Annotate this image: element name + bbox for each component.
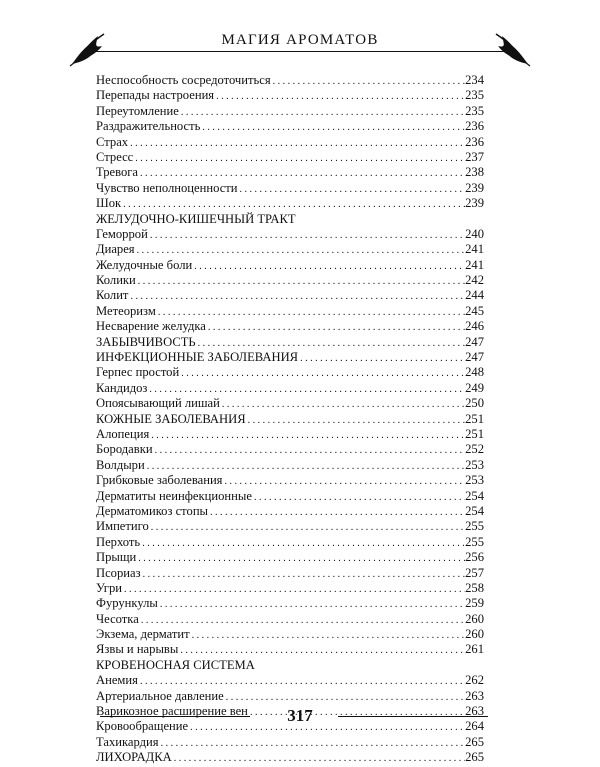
toc-entry [96,227,484,242]
dot-leader [194,258,465,274]
toc-entry-label: Тахикардия [96,734,159,749]
toc-entry-label: Переутомление [96,103,179,118]
dot-leader [135,150,465,166]
toc-entry-label: Диарея [96,242,135,257]
dot-leader [254,489,465,505]
toc-entry-page: 235 [465,88,484,103]
toc-entry [96,581,484,596]
toc-entry-label: Чувство неполноценности [96,180,238,195]
toc-entry-page: 241 [465,242,484,257]
dot-leader [158,304,465,320]
toc-entry-page: 241 [465,257,484,272]
toc-entry-label: Анемия [96,673,138,688]
dot-leader [123,196,465,212]
toc-entry [96,319,484,334]
footer-rule-right [338,716,488,717]
dot-leader [160,596,465,612]
toc-entry [96,335,484,350]
toc-entry [96,627,484,642]
toc-entry-label: Волдыри [96,457,145,472]
toc-entry-page: 239 [465,180,484,195]
toc-entry-page: 250 [465,396,484,411]
toc-entry [96,273,484,288]
toc-entry [96,73,484,88]
toc-entry-page: 253 [465,457,484,472]
toc-entry [96,504,484,519]
toc-entry-label: Чесотка [96,611,139,626]
dot-leader [208,319,465,335]
dot-leader [273,73,465,89]
toc-entry-label: Алопеция [96,426,150,441]
toc-entry-page: 235 [465,103,484,118]
toc-entry-page: 260 [465,611,484,626]
toc-entry-label: Желудочные боли [96,257,193,272]
toc-entry-page: 256 [465,550,484,565]
dot-leader [130,135,465,151]
toc-entry-page: 251 [465,426,484,441]
toc-entry [96,596,484,611]
toc-entry [96,442,484,457]
toc-entry-page: 234 [465,73,484,87]
toc-entry-page: 263 [465,688,484,703]
toc-entry-label: ИНФЕКЦИОННЫЕ ЗАБОЛЕВАНИЯ [96,350,299,365]
dot-leader [202,119,465,135]
toc-entry-label: Фурункулы [96,596,158,611]
toc-entry-label: Раздражительность [96,119,201,134]
dot-leader [147,458,465,474]
toc-entry-label: КОЖНЫЕ ЗАБОЛЕВАНИЯ [96,411,246,426]
toc-entry [96,519,484,534]
toc-entry-page: 261 [465,642,484,657]
toc-entry-label: Прыщи [96,550,137,565]
toc-entry [96,673,484,688]
dot-leader [240,181,466,197]
toc-entry-page: 252 [465,442,484,457]
toc-entry-label: Стресс [96,149,134,164]
toc-entry-label: ЛИХОРАДКА [96,750,172,765]
toc-entry-label: Язвы и нарывы [96,642,179,657]
toc-entry-page: 251 [465,411,484,426]
toc-entry-label: Угри [96,580,123,595]
dot-leader [143,566,466,582]
toc-entry [96,165,484,180]
toc-entry [96,88,484,103]
toc-entry-page: 248 [465,365,484,380]
toc-entry [96,412,484,427]
toc-entry-page: 236 [465,134,484,149]
toc-entry [96,181,484,196]
dot-leader [181,104,465,120]
running-title: МАГИЯ АРОМАТОВ [221,32,379,48]
toc-entry [96,150,484,165]
toc-entry-label: Псориаз [96,565,141,580]
toc-entry-label: Кандидоз [96,380,148,395]
toc-entry-page: 254 [465,488,484,503]
dot-leader [141,612,465,628]
toc-entry [96,135,484,150]
dot-leader [137,242,466,258]
toc-entry [96,196,484,211]
toc-entry-page: 247 [465,334,484,349]
dot-leader [192,627,466,643]
toc-entry-label: Герпес простой [96,365,180,380]
dot-leader [210,504,465,520]
dot-leader [138,550,465,566]
toc-entry-label: Артериальное давление [96,688,224,703]
toc-entry-label: Шок [96,196,122,211]
toc-entry-page: 244 [465,288,484,303]
toc-entry-label: Грибковые заболевания [96,473,223,488]
toc-entry-page: 238 [465,165,484,180]
toc-entry [96,473,484,488]
toc-entry-label: Колики [96,273,136,288]
toc-entry-label: Импетиго [96,519,149,534]
dot-leader [155,442,466,458]
toc-entry-label: Колит [96,288,129,303]
toc-entry [96,119,484,134]
toc-entry-page: 246 [465,319,484,334]
toc-entry [96,489,484,504]
toc-entry-label: Перхоть [96,534,141,549]
toc-entry [96,689,484,704]
toc-entry-page: 263 [465,704,484,719]
dot-leader [226,689,465,705]
toc-entry-page: 239 [465,196,484,211]
toc-entry [96,735,484,750]
toc-entry [96,658,484,673]
dot-leader [198,335,465,351]
dot-leader [150,227,465,243]
dot-leader [140,165,465,181]
dot-leader [138,273,465,289]
toc-entry-page: 265 [465,734,484,749]
toc-entry-page: 236 [465,119,484,134]
toc-entry [96,642,484,657]
toc-entry-label: Геморрой [96,226,148,241]
dot-leader [300,350,465,366]
toc-entry [96,288,484,303]
toc-entry-label: Бородавки [96,442,153,457]
toc-entry [96,535,484,550]
dot-leader [174,750,465,766]
toc-entry [96,258,484,273]
toc-entry [96,365,484,380]
toc-entry-page: 257 [465,565,484,580]
toc-entry-label: ЗАБЫВЧИВОСТЬ [96,334,196,349]
table-of-contents [96,73,484,766]
dot-leader [248,412,465,428]
toc-entry-page: 240 [465,226,484,241]
toc-entry-label: Варикозное расширение вен [96,704,248,719]
toc-entry-page: 260 [465,627,484,642]
toc-entry-label: Несварение желудка [96,319,206,334]
toc-entry-page: 262 [465,673,484,688]
toc-entry-page: 255 [465,519,484,534]
toc-entry [96,750,484,765]
toc-entry-page: 255 [465,534,484,549]
toc-entry [96,350,484,365]
toc-entry [96,212,484,227]
toc-entry-label: Кровообращение [96,719,189,734]
toc-entry-page: 249 [465,380,484,395]
toc-entry-label: Тревога [96,165,139,180]
toc-entry [96,566,484,581]
toc-entry-label: Дерматиты неинфекционные [96,488,252,503]
page-number: 317 [287,706,313,725]
toc-entry [96,381,484,396]
toc-entry-page: 247 [465,350,484,365]
toc-entry-label: Экзема, дерматит [96,627,190,642]
dot-leader [151,519,465,535]
toc-entry-label: Перепады настроения [96,88,215,103]
toc-entry-label: ЖЕЛУДОЧНО-КИШЕЧНЫЙ ТРАКТ [96,211,296,226]
toc-entry-page: 264 [465,719,484,734]
toc-entry-page: 245 [465,303,484,318]
toc-entry-page: 259 [465,596,484,611]
toc-entry-page: 253 [465,473,484,488]
toc-entry-page: 254 [465,503,484,518]
toc-entry [96,104,484,119]
toc-entry-page: 242 [465,273,484,288]
toc-entry-page: 258 [465,580,484,595]
toc-entry [96,304,484,319]
toc-entry [96,427,484,442]
dot-leader [140,673,465,689]
toc-entry-page: 237 [465,149,484,164]
dot-leader [142,535,465,551]
toc-entry [96,396,484,411]
toc-entry [96,550,484,565]
dot-leader [224,473,465,489]
dot-leader [161,735,466,751]
dot-leader [130,288,465,304]
toc-entry-label: Метеоризм [96,303,156,318]
toc-entry [96,458,484,473]
toc-entry-label: Опоясывающий лишай [96,396,220,411]
toc-entry-page: 265 [465,750,484,765]
toc-entry [96,242,484,257]
toc-entry-label: Неспособность сосредоточиться [96,73,271,87]
header-rule [88,51,508,52]
dot-leader [149,381,465,397]
toc-entry [96,612,484,627]
dot-leader [151,427,465,443]
toc-entry-label: Страх [96,134,129,149]
dot-leader [222,396,465,412]
dot-leader [180,642,465,658]
toc-entry-label: КРОВЕНОСНАЯ СИСТЕМА [96,657,255,672]
dot-leader [124,581,465,597]
dot-leader [181,365,465,381]
dot-leader [216,88,465,104]
toc-entry-label: Дерматомикоз стопы [96,503,209,518]
